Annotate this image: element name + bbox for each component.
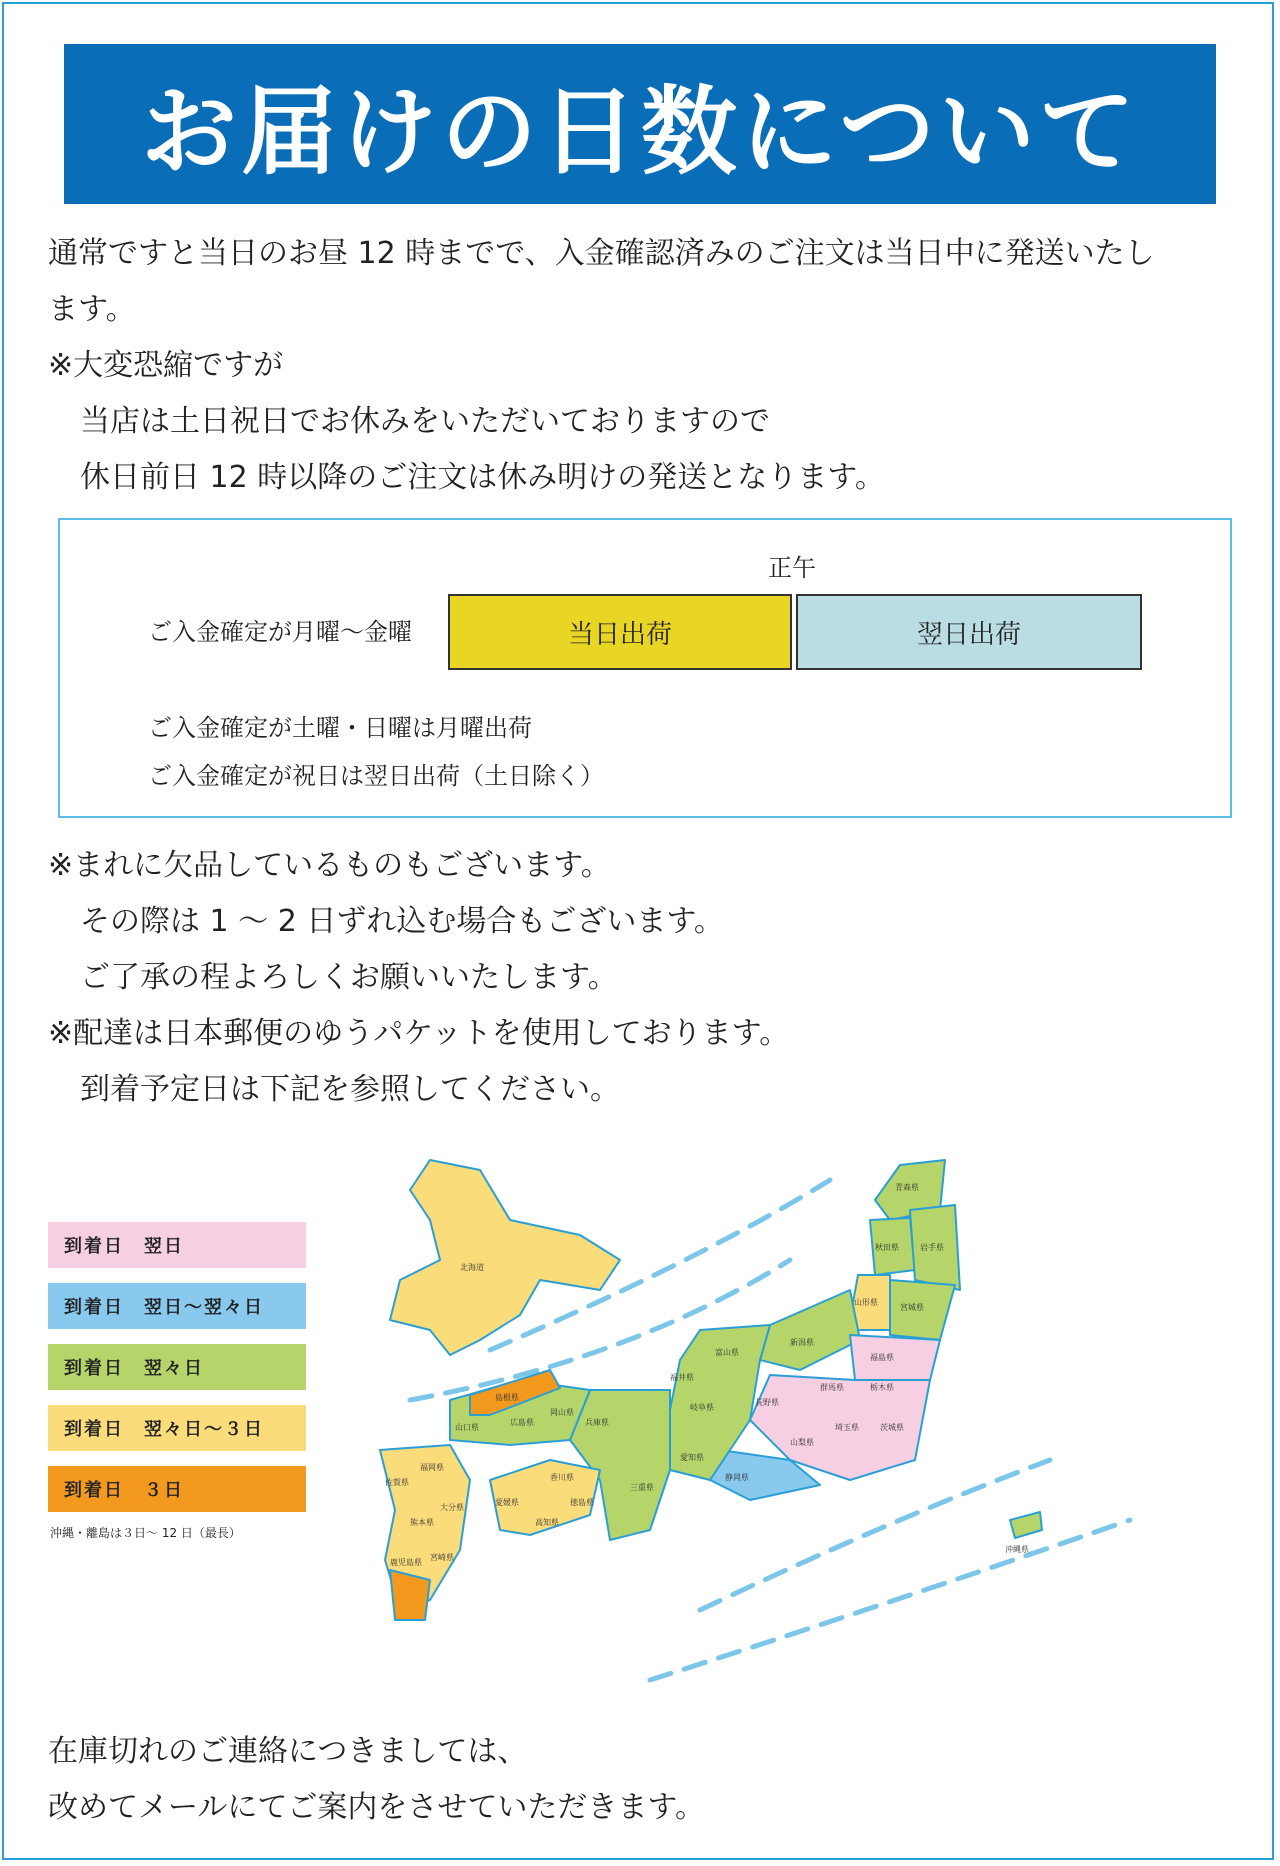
map-label-fukushima: 福島県 [870,1353,894,1362]
weekend-note: ご入金確定が土曜・日曜は月曜出荷 [148,714,532,742]
map-label-yamagata: 山形県 [854,1298,878,1307]
map-label-shizuoka: 静岡県 [725,1473,749,1482]
region-hokkaido [390,1160,620,1355]
legend-item: 到着日 翌々日 [48,1344,306,1390]
notes-line-3: ご了承の程よろしくお願いいたします。 [80,960,618,995]
next-day-label: 翌日出荷 [916,619,1021,650]
region-fukushima [850,1335,940,1380]
map-label-yamanashi: 山梨県 [790,1438,814,1447]
map-label-akita: 秋田県 [875,1243,899,1252]
map-label-kagawa: 香川県 [550,1473,574,1482]
region-okinawa [1010,1512,1042,1538]
region-niigata [760,1290,860,1370]
map-label-saga: 佐賀県 [385,1478,409,1487]
map-label-gunma: 群馬県 [820,1383,844,1392]
title-banner [64,44,1216,204]
notes-line-1: ※まれに欠品しているものもございます。 [48,848,611,883]
legend-item: 到着日 翌日 [48,1222,306,1268]
map-label-okinawa: 沖縄県 [1005,1545,1029,1554]
legend-item: 到着日 翌日～翌々日 [48,1283,306,1329]
map-label-aichi: 愛知県 [680,1453,704,1462]
weekday-label: ご入金確定が月曜～金曜 [148,618,412,646]
noon-label: 正午 [768,554,816,582]
map-label-kagoshima: 鹿児島県 [390,1558,422,1567]
same-day-bar [448,594,792,670]
map-label-tochigi: 栃木県 [870,1383,894,1392]
map-label-niigata: 新潟県 [790,1338,814,1347]
map-label-tokushima: 徳島県 [570,1498,594,1507]
holiday-note: ご入金確定が祝日は翌日出荷（土日除く） [148,762,604,790]
intro-line-1: 通常ですと当日のお昼 12 時までで、入金確認済みのご注文は当日中に発送いたし [48,236,1155,271]
map-label-oita: 大分県 [440,1503,464,1512]
closing-line-2: 改めてメールにてご案内をさせていただきます。 [48,1790,705,1825]
notes-line-5: 到着予定日は下記を参照してください。 [80,1072,620,1107]
notes-line-2: その際は 1 ～ 2 日ずれ込む場合もございます。 [80,904,724,939]
map-label-nagano: 長野県 [755,1398,779,1407]
notes-line-4: ※配達は日本郵便のゆうパケットを使用しております。 [48,1016,790,1051]
japan-delivery-map [370,1140,1150,1700]
map-label-hokkaido: 北海道 [460,1263,484,1272]
map-label-fukui: 福井県 [670,1373,694,1382]
map-label-fukuoka: 福岡県 [420,1463,444,1472]
map-label-toyama: 富山県 [715,1348,739,1357]
intro-line-3: ※大変恐縮ですが [48,348,284,383]
region-kagoshima [390,1570,430,1620]
page-title: お届けの日数について [140,75,1140,188]
map-label-okayama: 岡山県 [550,1408,574,1417]
closing-line-1: 在庫切れのご連絡につきましては、 [48,1734,528,1769]
map-label-hiroshima: 広島県 [510,1418,534,1427]
map-label-saitama: 埼玉県 [835,1423,859,1432]
map-label-mie: 三重県 [630,1483,654,1492]
map-label-ibaraki: 茨城県 [880,1423,904,1432]
map-label-hyogo: 兵庫県 [585,1418,609,1427]
legend-item: 到着日 翌々日～３日 [48,1405,306,1451]
map-label-aomori: 青森県 [895,1183,919,1192]
legend-item: 到着日 ３日 [48,1466,306,1512]
map-label-shimane: 島根県 [495,1393,519,1402]
same-day-label: 当日出荷 [567,619,672,650]
intro-line-4: 当店は土日祝日でお休みをいただいておりますので [80,404,770,439]
map-label-miyazaki: 宮崎県 [430,1553,454,1562]
map-label-iwate: 岩手県 [920,1243,944,1252]
intro-line-2: ます。 [48,292,136,327]
map-label-kumamoto: 熊本県 [410,1518,434,1527]
map-label-miyagi: 宮城県 [900,1303,924,1312]
map-label-kochi: 高知県 [535,1518,559,1527]
legend-note: 沖縄・離島は３日～ 12 日（最長） [50,1526,241,1540]
next-day-bar [796,594,1142,670]
map-label-gifu: 岐阜県 [690,1403,714,1412]
intro-line-5: 休日前日 12 時以降のご注文は休み明けの発送となります。 [80,460,885,495]
map-label-yamaguchi: 山口県 [455,1423,479,1432]
map-label-ehime: 愛媛県 [495,1498,519,1507]
